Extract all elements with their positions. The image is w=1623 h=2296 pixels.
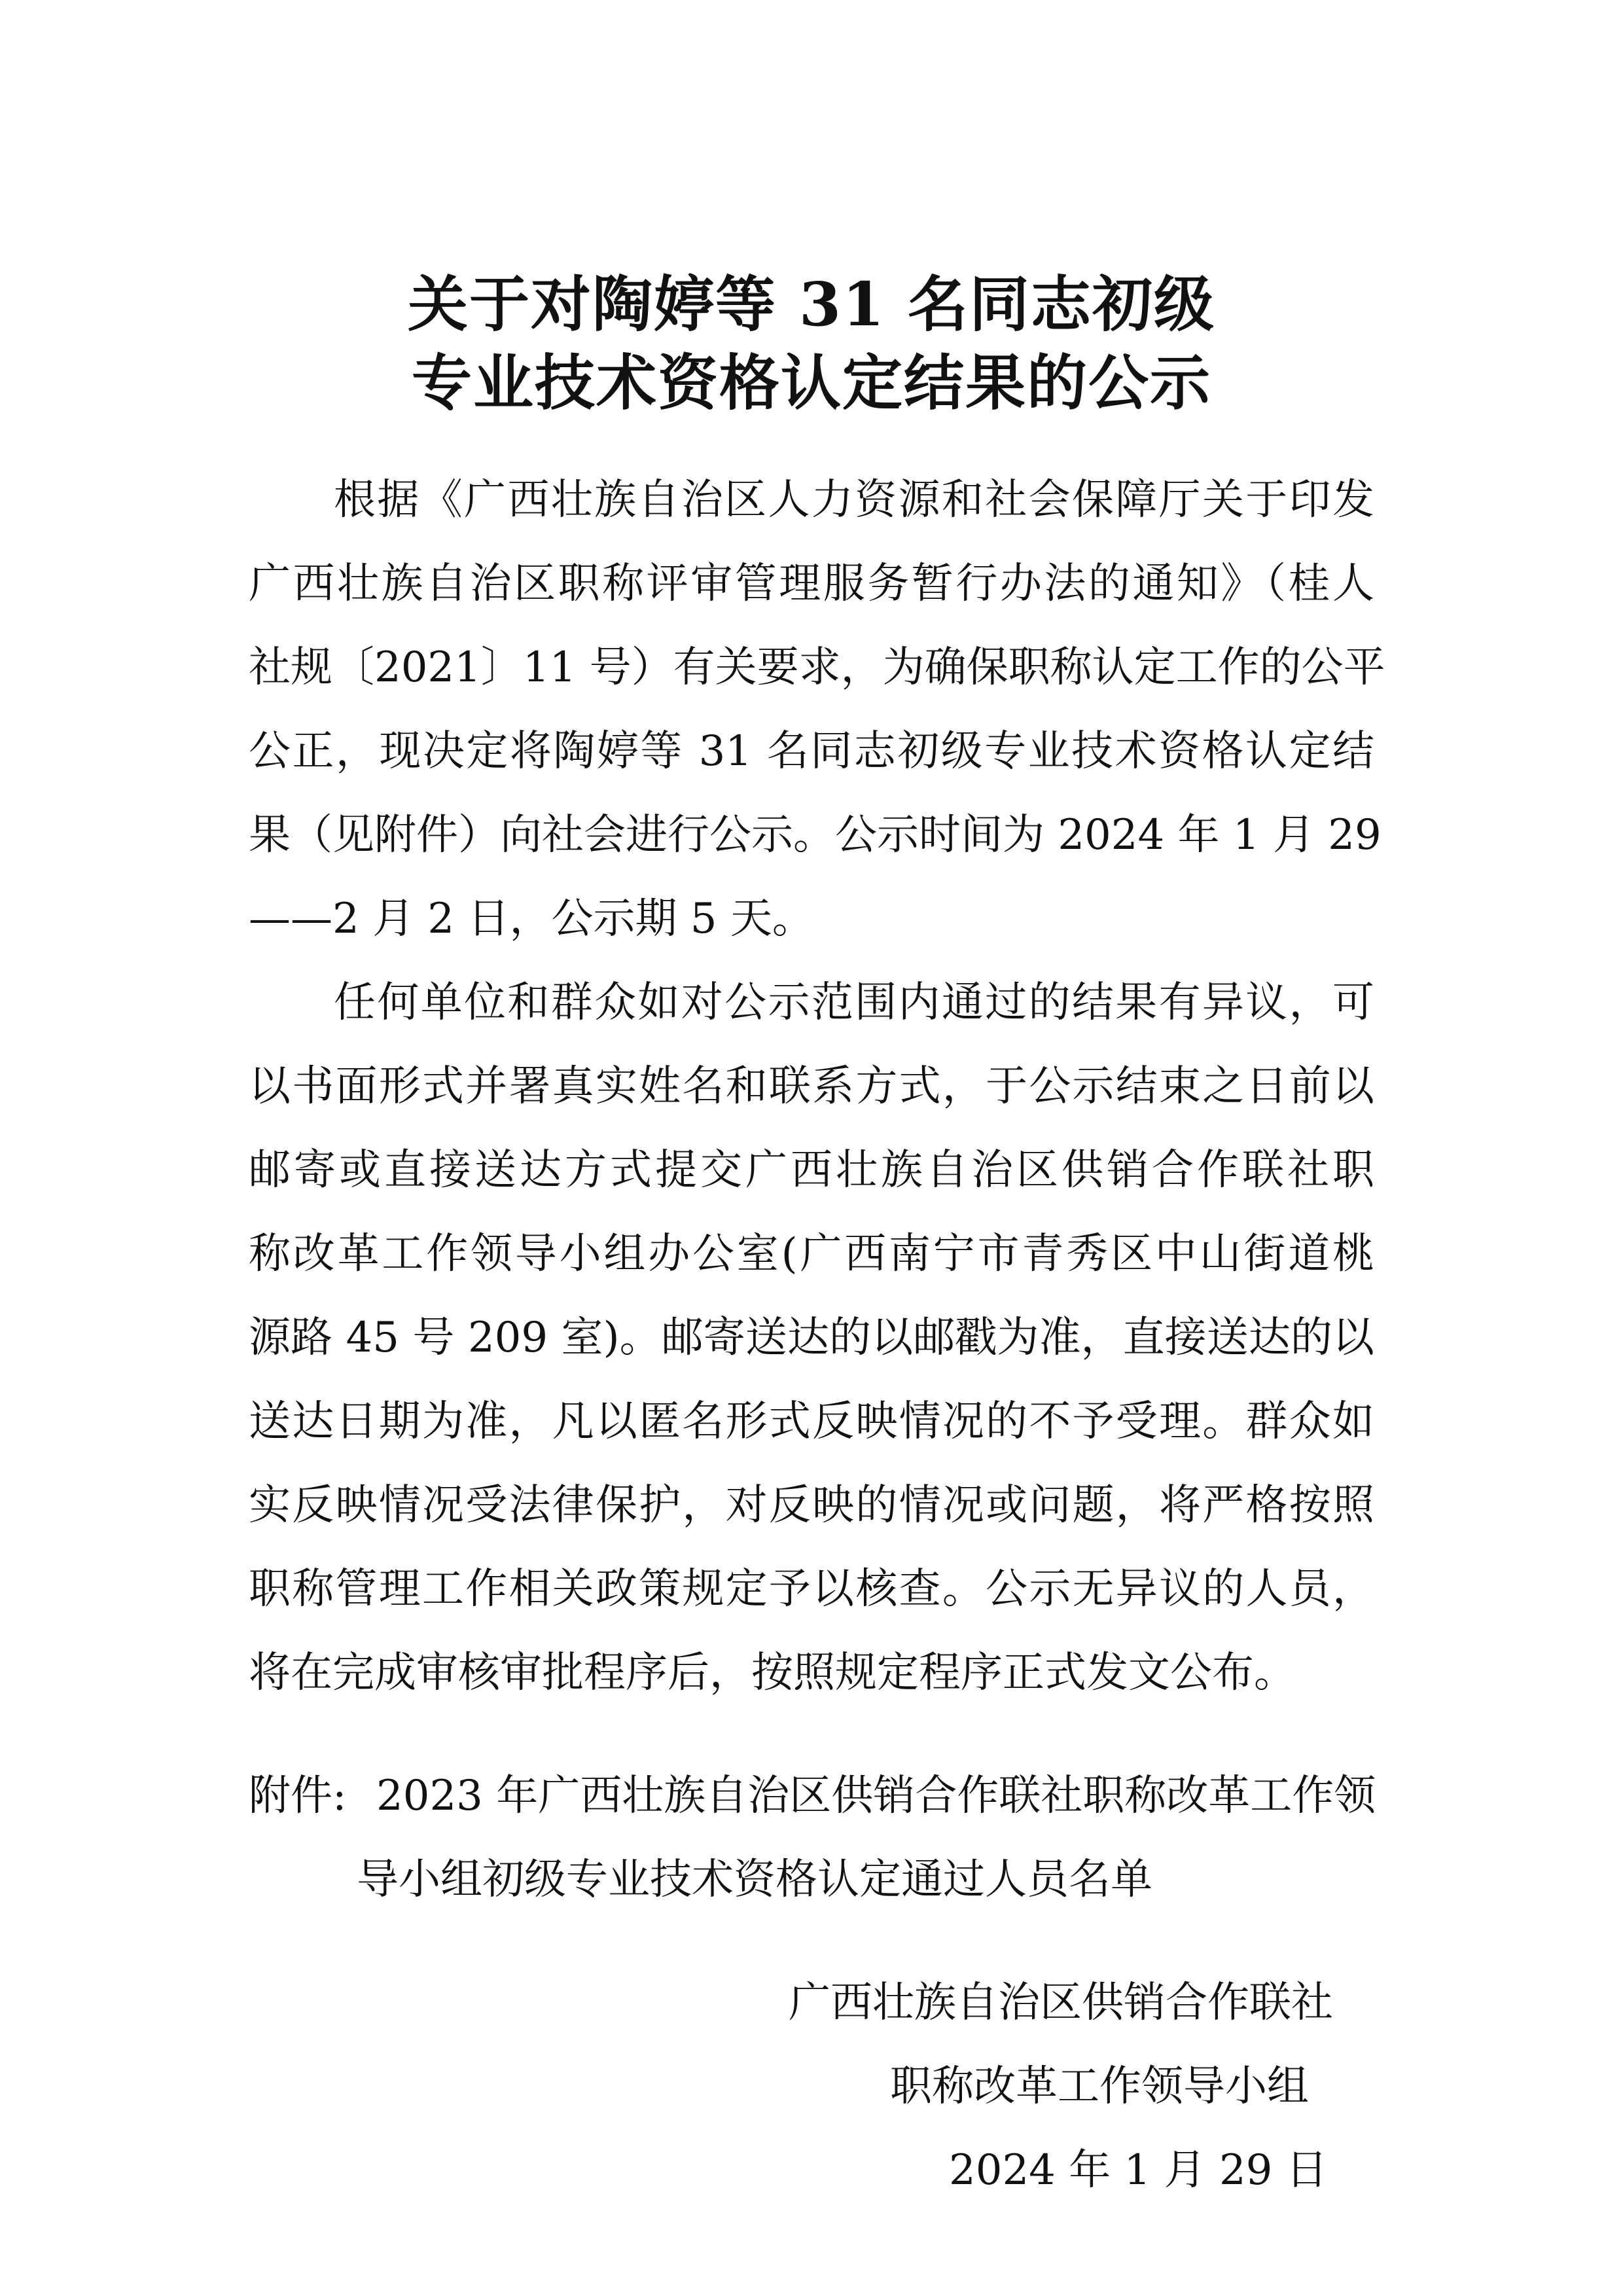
- paragraph-1-line: ——2 月 2 日，公示期 5 天。: [249, 895, 814, 943]
- paragraph-2-line: 邮寄或直接送达方式提交广西壮族自治区供销合作联社职: [249, 1146, 1374, 1194]
- paragraph-2-line: 源路 45 号 209 室)。邮寄送达的以邮戳为准，直接送达的以: [249, 1314, 1374, 1362]
- paragraph-2-line: 送达日期为准，凡以匿名形式反映情况的不予受理。群众如: [249, 1397, 1374, 1446]
- signature-org-1: 广西壮族自治区供销合作联社: [789, 1979, 1333, 2027]
- paragraph-2-line: 将在完成审核审批程序后，按照规定程序正式发文公布。: [249, 1649, 1296, 1697]
- title-line-1: 关于对陶婷等 31 名同志初级: [407, 269, 1216, 340]
- paragraph-2-line: 职称管理工作相关政策规定予以核查。公示无异议的人员，: [249, 1565, 1374, 1613]
- signature-org-2: 职称改革工作领导小组: [890, 2062, 1309, 2111]
- title-line-2: 专业技术资格认定结果的公示: [411, 348, 1211, 418]
- paragraph-1-line: 广西壮族自治区职称评审管理服务暂行办法的通知》（桂人: [249, 560, 1374, 608]
- paragraph-1-line: 公正，现决定将陶婷等 31 名同志初级专业技术资格认定结: [249, 727, 1374, 776]
- attachment-line-2: 导小组初级专业技术资格认定通过人员名单: [357, 1856, 1152, 1904]
- paragraph-2-line: 以书面形式并署真实姓名和联系方式，于公示结束之日前以: [249, 1062, 1374, 1111]
- paragraph-2-line: 任何单位和群众如对公示范围内通过的结果有异议，可: [334, 978, 1374, 1027]
- paragraph-1-line: 果（见附件）向社会进行公示。公示时间为 2024 年 1 月 29: [249, 811, 1382, 859]
- attachment-label: 附件:: [249, 1772, 347, 1820]
- paragraph-2-line: 称改革工作领导小组办公室(广西南宁市青秀区中山街道桃: [249, 1230, 1374, 1278]
- signature-date: 2024 年 1 月 29 日: [949, 2146, 1328, 2195]
- attachment-line-1: 2023 年广西壮族自治区供销合作联社职称改革工作领: [376, 1772, 1376, 1820]
- paragraph-2-line: 实反映情况受法律保护，对反映的情况或问题，将严格按照: [249, 1481, 1374, 1530]
- paragraph-1-line: 根据《广西壮族自治区人力资源和社会保障厅关于印发: [334, 476, 1374, 524]
- paragraph-1-line: 社规〔2021〕11 号）有关要求，为确保职称认定工作的公平: [249, 643, 1385, 692]
